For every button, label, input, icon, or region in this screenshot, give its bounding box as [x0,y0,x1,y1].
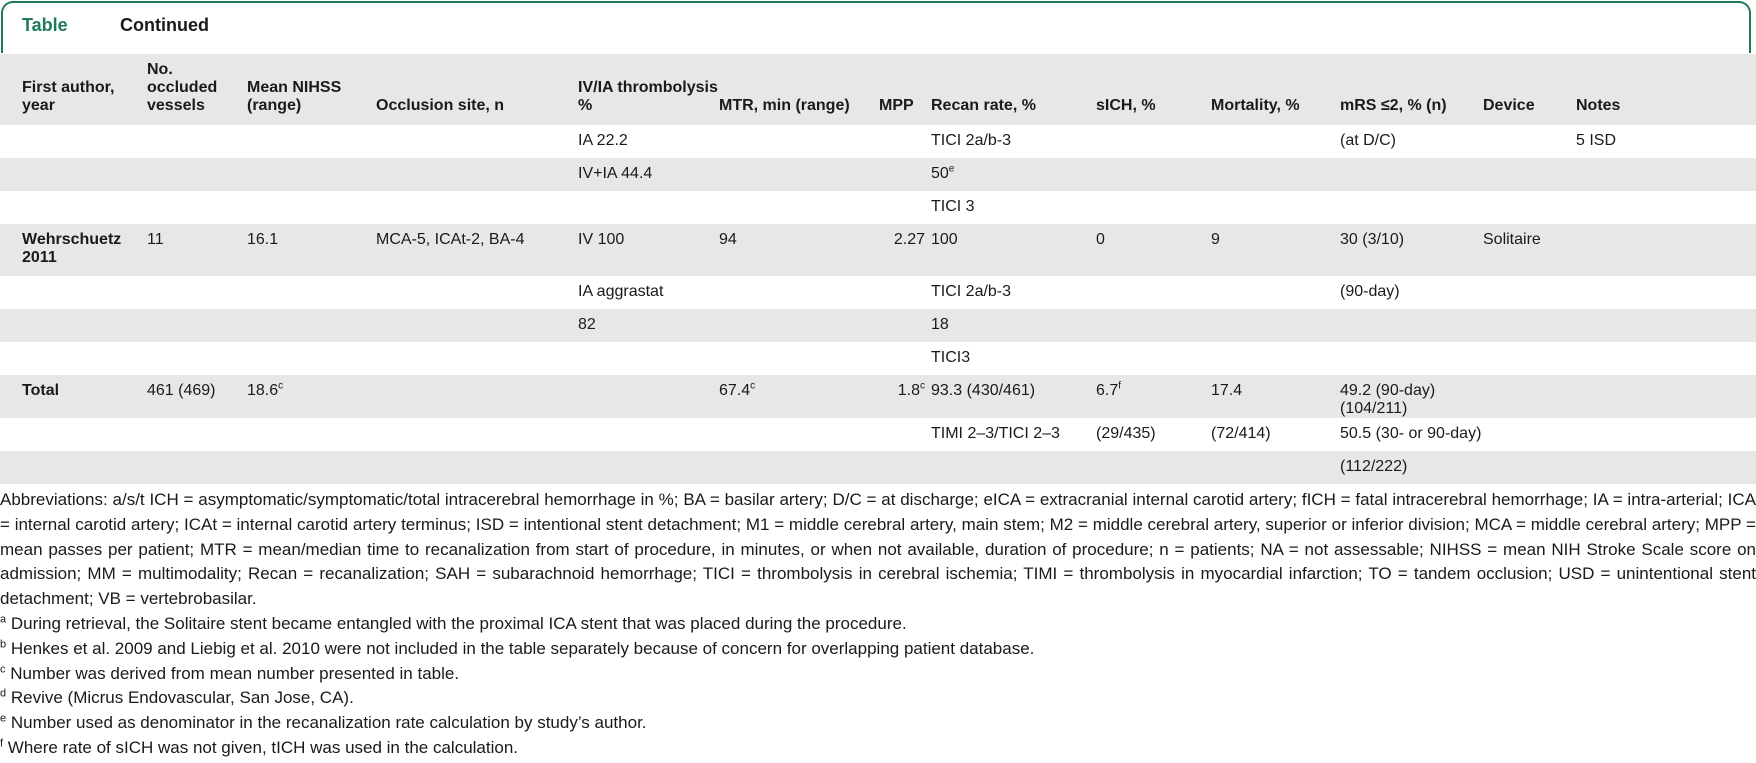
table-cell [879,276,931,309]
table-cell [376,451,578,484]
cell-text: (at D/C) [1340,132,1396,149]
table-cell [376,276,578,309]
col-header-occlusion-site: Occlusion site, n [376,97,505,114]
footnote-mark: c [0,662,6,675]
table-cell [147,375,247,418]
table-cell [147,191,247,224]
cell-text: 18 [931,316,949,333]
footnote [0,711,1756,736]
table-cell [1576,375,1756,418]
cell-text: IA aggrastat [578,283,664,300]
table-cell [719,418,879,451]
table-cell [1576,342,1756,375]
table-cell [719,342,879,375]
continued-label: Continued [120,15,209,35]
table-cell [1340,418,1483,451]
table-cell [1096,224,1211,276]
table-cell [247,309,376,342]
col-header-mortality: Mortality, % [1211,97,1300,114]
table-cell [719,125,879,158]
footnote-marker: c [278,380,284,392]
footnote-mark: a [0,613,7,626]
table-cell [376,125,578,158]
table-cell [879,451,931,484]
cell-text: 16.1 [247,231,279,248]
cell-text: TICI 2a/b-3 [931,132,1012,149]
cell-text: TICI 3 [931,198,975,215]
table-row [0,158,1756,191]
table-cell [1483,191,1576,224]
cell-text: 0 [1096,231,1105,248]
cell-text: 2.27 [893,231,925,248]
table-cell [376,158,578,191]
footnote-mark: e [0,712,7,725]
table-cell [1096,191,1211,224]
col-header-notes: Notes [1576,97,1621,114]
table-cell [0,342,147,375]
table-cell [1211,158,1340,191]
table-cell [376,342,578,375]
footnote-text: Revive (Micrus Endovascular, San Jose, CA). [6,688,354,708]
table-cell [1096,158,1211,191]
abbreviations-note: Abbreviations: a/s/t ICH = asymptomatic/symptomatic/total intracerebral hemorrhage in %; BA = basilar artery; D/C = at discharge; eICA = extracranial internal carotid artery; fICH = fatal intracerebral hemorrhage; IA = intra-arterial; ICA = internal carotid artery; ICAt = internal carotid artery terminus; ISD = intentional stent detachment; M1 = middle cerebral artery, main stem; M2 = middle cerebral artery, superior or inferior division; MCA = middle cerebral artery; MPP = mean passes per patient; MTR = mean/median time to recanalization from start of procedure, in minutes, or when not available, duration of procedure; n = patients; NA = not assessable; NIHSS = mean NIH Stroke Scale score on admission; MM = multimodality; Recan = recanalization; SAH = subarachnoid hemorrhage; TICI = thrombolysis in cerebral ischemia; TIMI = thrombolysis in myocardial infarction; TO = tandem occlusion; USD = unintentional stent detachment; VB = vertebrobasilar. [0,490,1756,609]
cell-text: 67.4 [719,382,751,399]
cell-text: TICI 2a/b-3 [931,283,1012,300]
footnote [0,612,1756,637]
table-cell [1211,375,1340,418]
cell-text: 6.7 [1096,382,1119,399]
table-cell [879,125,931,158]
table-cell [578,158,719,191]
table-cell [1096,342,1211,375]
cell-text: (90-day) [1340,283,1400,300]
table-cell [931,451,1096,484]
table-cell [1576,158,1756,191]
table-cell [578,342,719,375]
table-cell [0,191,147,224]
table-cell [1340,342,1483,375]
footnote-text: Number was derived from mean number presented in table. [5,663,460,683]
table-cell [719,158,879,191]
table-cell [931,125,1096,158]
table-cell [147,418,247,451]
table-cell [0,375,147,418]
footnote-text: During retrieval, the Solitaire stent became entangled with the proximal ICA stent that was placed during the procedure. [6,613,907,633]
table-cell [1340,451,1483,484]
cell-text: TICI3 [931,349,971,366]
table-row [0,418,1756,451]
table-cell [1211,342,1340,375]
footnote-mark: d [0,687,7,700]
table-cell [1096,309,1211,342]
table-cell [1483,418,1576,451]
col-header-device: Device [1483,97,1535,114]
table-cell [376,418,578,451]
cell-text: 17.4 [1211,382,1243,399]
cell-text: 94 [719,231,737,248]
table-cell [147,125,247,158]
cell-text: Wehrschuetz 2011 [22,231,122,266]
table-row [0,309,1756,342]
table-cell [1483,276,1576,309]
table-cell [247,158,376,191]
table-cell [376,224,578,276]
footnote [0,662,1756,687]
table-row [0,125,1756,158]
table-cell [879,375,931,418]
table-cell [1096,125,1211,158]
table-cell [931,342,1096,375]
footnote-mark: f [0,737,4,750]
col-header-mrs: mRS ≤2, % (n) [1340,97,1447,114]
table-cell [578,418,719,451]
table-cell [0,158,147,191]
table-row [0,224,1756,276]
table-cell [719,375,879,418]
table-cell [931,375,1096,418]
col-header-nihss: Mean NIHSS (range) [247,79,342,114]
footnote-text: Henkes et al. 2009 and Liebig et al. 2010 were not included in the table separately because of concern for overlapping patient database. [6,638,1035,658]
footnote-marker: f [1118,380,1122,392]
table-cell [578,375,719,418]
cell-text: IV+IA 44.4 [578,165,653,182]
table-cell [147,158,247,191]
table-cell [147,276,247,309]
table-cell [931,418,1096,451]
table-cell [879,418,931,451]
table-cell [1483,309,1576,342]
table-cell [1576,276,1756,309]
cell-text: 50 [931,165,949,182]
table-cell [376,375,578,418]
footnotes-list [0,612,1756,761]
cell-text: 49.2 (90-day) (104/211) [1340,382,1436,417]
table-cell [1340,125,1483,158]
table-row [0,451,1756,484]
col-header-recan-rate: Recan rate, % [931,97,1036,114]
cell-text: Solitaire [1483,231,1541,248]
col-header-vessels: No. occluded vessels [147,61,218,114]
table-cell [1483,375,1576,418]
cell-text: (72/414) [1211,425,1271,442]
table-cell [247,224,376,276]
header-frame [1,1,1751,53]
footnote-marker: c [920,380,925,392]
table-cell [879,158,931,191]
table-cell [1576,451,1756,484]
table-cell [1483,158,1576,191]
table-cell [1211,276,1340,309]
table-cell [1340,375,1483,418]
table-cell [0,224,147,276]
table-cell [1211,451,1340,484]
cell-text: 18.6 [247,382,279,399]
table-cell [578,125,719,158]
table-cell [1340,276,1483,309]
col-header-mpp: MPP [879,97,914,114]
cell-text: TIMI 2–3/TICI 2–3 [931,425,1060,442]
table-cell [147,451,247,484]
table-cell [1483,224,1576,276]
col-header-thrombolysis: IV/IA thrombolysis % [578,79,718,114]
table-cell [1096,418,1211,451]
table-label: Table [22,15,68,35]
table-row [0,276,1756,309]
table-row [0,191,1756,224]
table-cell [1096,451,1211,484]
cell-text: 30 (3/10) [1340,231,1405,248]
table-cell [1340,309,1483,342]
footnote-mark: b [0,638,7,651]
cell-text: (29/435) [1096,425,1156,442]
cell-text: (112/222) [1340,458,1408,475]
table-cell [0,125,147,158]
cell-text: 461 (469) [147,382,216,399]
table-cell [1211,191,1340,224]
footnote-text: Number used as denominator in the recanalization rate calculation by study’s author. [6,713,647,733]
table-cell [719,276,879,309]
table-cell [578,224,719,276]
data-table-wrapper [0,54,1756,484]
table-cell [578,276,719,309]
cell-text: 1.8 [897,382,920,399]
table-cell [719,451,879,484]
cell-text: MCA-5, ICAt-2, BA-4 [376,231,525,248]
table-cell [1576,418,1756,451]
table-cell [247,418,376,451]
table-cell [931,191,1096,224]
table-cell [879,224,931,276]
col-header-mtr: MTR, min (range) [719,97,850,114]
table-cell [931,309,1096,342]
table-cell [879,309,931,342]
table-row [0,375,1756,418]
data-table [0,54,1756,484]
footnote [0,736,1756,761]
table-cell [147,342,247,375]
table-cell [931,276,1096,309]
col-header-author: First author, year [22,79,115,114]
table-cell [376,309,578,342]
table-cell [1483,342,1576,375]
table-cell [1096,276,1211,309]
footnote-text: Where rate of sICH was not given, tICH was used in the calculation. [3,737,519,757]
table-header [0,0,1756,54]
table-cell [247,276,376,309]
table-cell [719,309,879,342]
table-cell [931,224,1096,276]
table-body [0,125,1756,484]
table-cell [147,224,247,276]
cell-text: 93.3 (430/461) [931,382,1036,399]
table-cell [1211,309,1340,342]
table-cell [1211,418,1340,451]
table-cell [578,451,719,484]
cell-text: IA 22.2 [578,132,628,149]
table-cell [931,158,1096,191]
table-cell [879,342,931,375]
col-header-sich: sICH, % [1096,97,1156,114]
table-cell [1096,375,1211,418]
table-cell [1340,191,1483,224]
table-cell [1211,125,1340,158]
cell-text: IV 100 [578,231,625,248]
table-cell [719,191,879,224]
table-cell [1576,224,1756,276]
table-cell [376,191,578,224]
footnote [0,686,1756,711]
cell-text: 11 [147,231,164,248]
cell-text: 100 [931,231,958,248]
cell-text: 50.5 (30- or 90-day) [1340,425,1482,442]
footnote [0,637,1756,662]
header-row [0,54,1756,125]
table-cell [0,309,147,342]
table-cell [1576,191,1756,224]
table-cell [578,309,719,342]
table-cell [1340,224,1483,276]
table-cell [879,191,931,224]
table-cell [1483,451,1576,484]
cell-text: 9 [1211,231,1220,248]
cell-text: 5 ISD [1576,132,1617,149]
table-cell [1483,125,1576,158]
table-cell [1340,158,1483,191]
table-notes [0,488,1756,761]
table-cell [0,418,147,451]
table-cell [578,191,719,224]
table-cell [719,224,879,276]
table-cell [147,309,247,342]
cell-text: 82 [578,316,596,333]
table-cell [1576,125,1756,158]
table-cell [247,451,376,484]
table-cell [1576,309,1756,342]
table-cell [1211,224,1340,276]
table-cell [247,375,376,418]
table-cell [247,125,376,158]
table-cell [0,276,147,309]
cell-text: Total [22,382,60,399]
footnote-marker: e [948,163,955,175]
table-cell [0,451,147,484]
table-cell [247,342,376,375]
footnote-marker: c [750,380,756,392]
table-cell [247,191,376,224]
table-row [0,342,1756,375]
